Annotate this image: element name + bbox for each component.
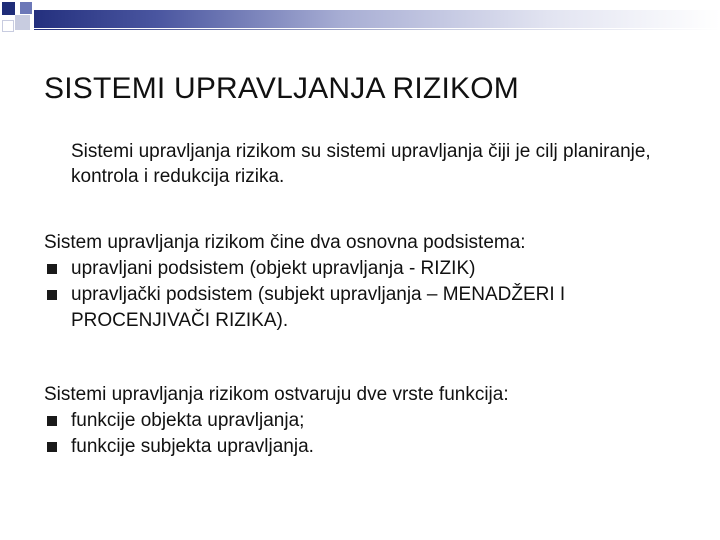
header-square-dark xyxy=(2,2,15,15)
list-item xyxy=(44,256,684,282)
header-square-outline xyxy=(2,20,14,32)
header-square-light xyxy=(15,15,30,30)
slide-title: SISTEMI UPRAVLJANJA RIZIKOM xyxy=(44,72,519,105)
section-functions xyxy=(44,382,684,460)
section-subsystems xyxy=(44,230,684,334)
subsystems-list xyxy=(44,256,684,334)
list-item xyxy=(44,434,684,460)
square-bullet-icon xyxy=(47,442,57,452)
list-item-text: funkcije subjekta upravljanja. xyxy=(71,436,314,457)
header-square-mid xyxy=(20,2,32,14)
square-bullet-icon xyxy=(47,264,57,274)
square-bullet-icon xyxy=(47,416,57,426)
list-item-text: funkcije objekta upravljanja; xyxy=(71,410,305,431)
list-item xyxy=(44,408,684,434)
functions-list xyxy=(44,408,684,460)
list-item xyxy=(44,282,684,334)
list-item-text: upravljani podsistem (objekt upravljanja - RIZIK) xyxy=(71,258,476,279)
section-subsystems-lead: Sistem upravljanja rizikom čine dva osnovna podsistema: xyxy=(44,232,526,253)
section-functions-lead: Sistemi upravljanja rizikom ostvaruju dve vrste funkcija: xyxy=(44,384,509,405)
list-item-text: upravljački podsistem (subjekt upravljanja – MENADŽERI I PROCENJIVAČI RIZIKA). xyxy=(71,284,566,331)
header-gradient-band xyxy=(34,10,720,28)
header-rule xyxy=(34,29,720,30)
definition-text: Sistemi upravljanja rizikom su sistemi upravljanja čiji je cilj planiranje, kontrola i redukcija rizika. xyxy=(71,141,651,187)
square-bullet-icon xyxy=(47,290,57,300)
